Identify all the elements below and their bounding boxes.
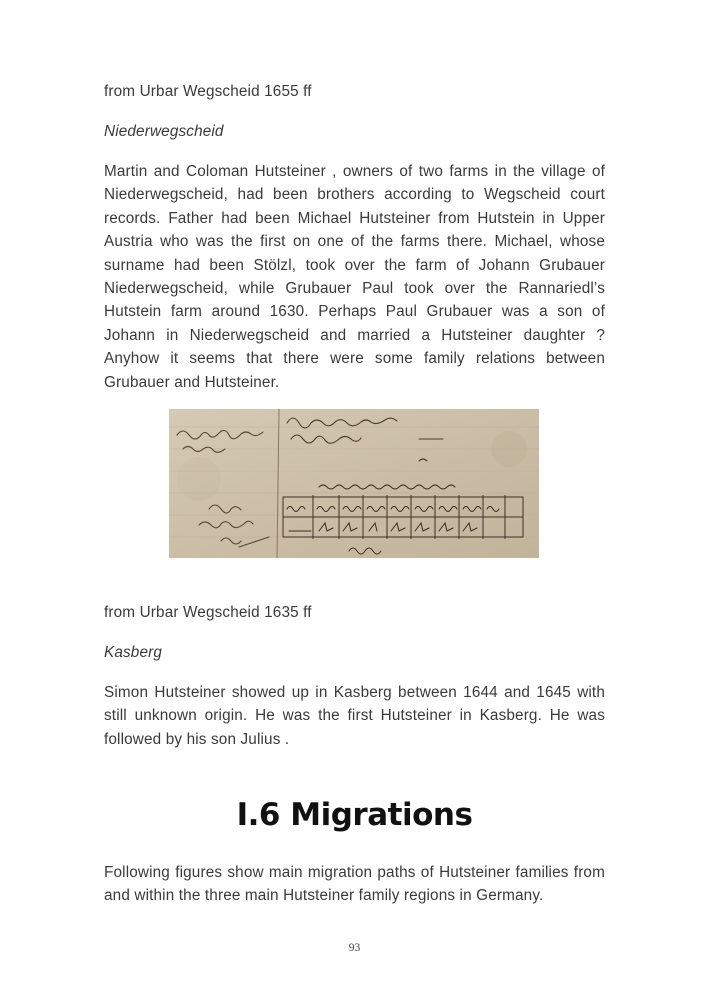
caption-urbar-1655: from Urbar Wegscheid 1655 ff bbox=[104, 83, 312, 100]
place-heading-kasberg: Kasberg bbox=[104, 644, 163, 661]
paragraph-kasberg: Simon Hutsteiner showed up in Kasberg between 1644 and 1645 with still unknown origin. He was the first Hutsteiner in Kasberg. He was followed by his son Julius . bbox=[104, 684, 605, 748]
paragraph-niederwegscheid: Martin and Coloman Hutsteiner , owners of two farms in the village of Niederwegscheid, had been brothers according to Wegscheid court records. Father had been Michael Hutsteiner from Hutstein in Upper Austria who was the first on one of the farms there. Michael, whose surname had been Stölzl, took over the farm of Johann Grubauer Niederwegscheid, while Grubauer Paul took over the Rannariedl’s Hutstein farm around 1630. Perhaps Paul Grubauer was a son of Johann in Niederwegscheid and married a Hutsteiner daughter ? Anyhow it seems that there were some family relations between Grubauer and Hutsteiner. bbox=[104, 163, 605, 391]
page-number: 93 bbox=[348, 942, 361, 954]
caption-urbar-1635: from Urbar Wegscheid 1635 ff bbox=[104, 604, 312, 621]
manuscript-record-photo bbox=[169, 409, 539, 558]
paragraph-migrations: Following figures show main migration paths of Hutsteiner families from and within the three main Hutsteiner family regions in Germany. bbox=[104, 864, 605, 905]
section-heading: I.6 Migrations bbox=[236, 797, 473, 833]
place-heading-niederwegscheid: Niederwegscheid bbox=[104, 123, 224, 140]
